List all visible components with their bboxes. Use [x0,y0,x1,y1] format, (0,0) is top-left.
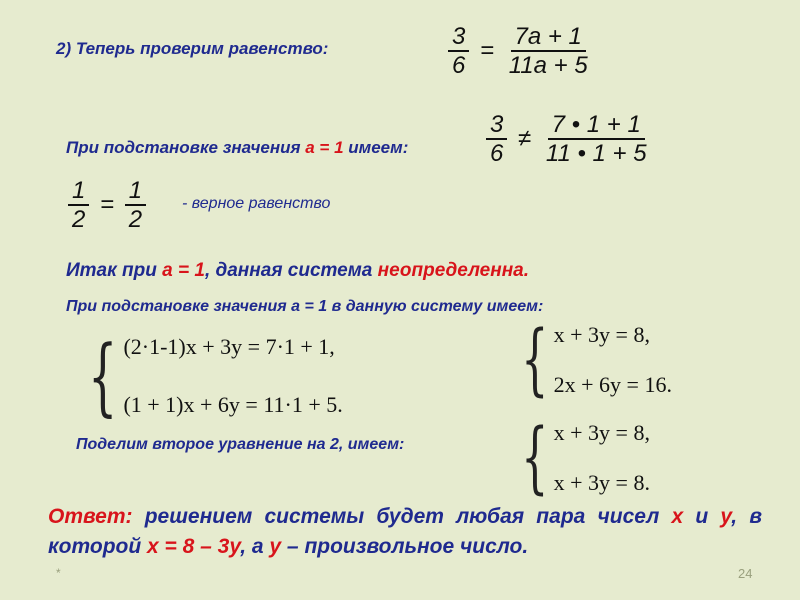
heading-frac-left: $\frac{3}{6}$ [448,24,469,78]
answer-label: Ответ: [48,505,133,528]
heading-frac-right: $\frac{7a + 1}{11a + 5}$ [508,23,588,80]
footer-star: * [56,566,61,580]
system-divided-line-2: x + 3y = 8. [553,470,650,495]
conclusion-highlight: неопределенна. [377,260,530,281]
substitution-frac-left: $\frac{3}{6}$ [486,112,507,166]
half-equality-note: - верное равенство [182,195,331,212]
system-left-line-1: (2·1-1)x + 3y = 7·1 + 1, [123,334,335,359]
not-equals-sign: ≠ [518,125,532,153]
page-number: 24 [738,566,753,581]
half-frac-right: $\frac{1}{2}$ [125,178,146,232]
substitution-var: а = 1 [305,138,344,157]
substitution-equation [486,112,651,166]
substitution-label: При подстановке значения а = 1 имеем: [66,138,409,157]
conclusion-var: а = 1 [162,260,205,281]
heading-equation [448,24,592,78]
substitution-frac-right: $\frac{7 • 1 + 1}{11 • 1 + 5}$ [545,111,647,168]
system-right-line-1: x + 3y = 8, [553,322,650,347]
equals-sign: = [100,191,115,219]
system-right-line-2: 2x + 6y = 16. [553,372,672,397]
substitution-system-label: При подстановке значения а = 1 в данную систему имеем: [66,298,544,315]
half-equality [68,178,146,232]
brace-icon: { [521,315,549,405]
heading-label: 2) Теперь проверим равенство: [56,39,329,58]
brace-icon: { [88,327,118,425]
half-frac-left: $\frac{1}{2}$ [68,178,89,232]
system-left [76,327,343,425]
divide-label: Поделим второе уравнение на 2, имеем: [76,436,405,453]
brace-icon: { [521,413,549,503]
system-right [510,315,672,405]
system-divided [510,413,650,503]
answer-expression: х = 8 – 3у [147,535,241,558]
conclusion-line: Итак при а = 1, данная система неопределенна. [66,260,530,281]
system-divided-line-1: x + 3y = 8, [553,420,650,445]
system-left-line-2: (1 + 1)x + 6y = 11·1 + 5. [123,392,343,417]
equals-sign: = [480,37,495,65]
answer-paragraph: Ответ: решением системы будет любая пара чисел х и у, в которой х = 8 – 3у, а у – произвольное число. [48,505,762,558]
